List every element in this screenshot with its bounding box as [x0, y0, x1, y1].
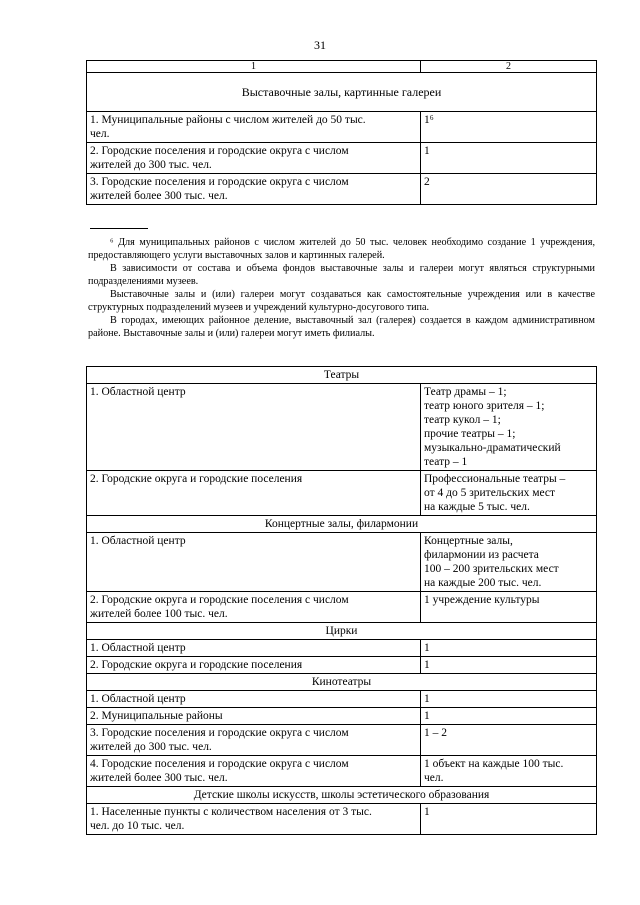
row-label: 3. Городские поселения и городские округа с числом жителей до 300 тыс. чел.: [87, 725, 421, 756]
table-header-row: [87, 61, 597, 73]
table-row: [87, 657, 597, 674]
page-number: 31: [314, 38, 326, 52]
section-title-row: [87, 516, 597, 533]
section-title-row: [87, 73, 597, 112]
table-row: [87, 592, 597, 623]
table-row: [87, 756, 597, 787]
table-row: [87, 533, 597, 592]
column-header: 1: [87, 61, 421, 73]
row-label: 1. Областной центр: [87, 640, 421, 657]
row-value: 1 объект на каждые 100 тыс. чел.: [421, 756, 597, 787]
row-value: Профессиональные театры – от 4 до 5 зрительских мест на каждые 5 тыс. чел.: [421, 471, 597, 516]
table-row: [87, 471, 597, 516]
row-label: 1. Областной центр: [87, 384, 421, 471]
row-label: 2. Муниципальные районы: [87, 708, 421, 725]
row-label: 2. Городские округа и городские поселения с числом жителей более 100 тыс. чел.: [87, 592, 421, 623]
section-title: Цирки: [87, 623, 597, 640]
row-label: 2. Городские поселения и городские округа с числом жителей до 300 тыс. чел.: [87, 143, 421, 174]
footnote-paragraph: В городах, имеющих районное деление, выставочный зал (галерея) создается в каждом административном районе. Выставочные залы и (или) галереи могут иметь филиалы.: [88, 315, 595, 339]
footnote-paragraph: В зависимости от состава и объема фондов выставочные залы и галереи могут являться структурными подразделениями музеев.: [88, 263, 595, 287]
table-row: [87, 708, 597, 725]
row-label: 1. Областной центр: [87, 691, 421, 708]
row-value: 1⁶: [421, 112, 597, 143]
row-label: 3. Городские поселения и городские округа с числом жителей более 300 тыс. чел.: [87, 174, 421, 205]
row-value: 2: [421, 174, 597, 205]
row-value: 1: [421, 708, 597, 725]
row-label: 2. Городские округа и городские поселения: [87, 471, 421, 516]
table-row: [87, 725, 597, 756]
footnote-paragraph: ⁶ Для муниципальных районов с числом жителей до 50 тыс. человек необходимо создание 1 учреждения, предоставляющего услуги выставочных залов и картинных галерей.: [88, 237, 595, 261]
row-value: 1: [421, 143, 597, 174]
table-row: [87, 691, 597, 708]
section-title: Детские школы искусств, школы эстетического образования: [87, 787, 597, 804]
footnote-separator: [90, 228, 148, 229]
row-value: 1: [421, 691, 597, 708]
row-value: Театр драмы – 1; театр юного зрителя – 1; театр кукол – 1; прочие театры – 1; музыкально-драматический театр – 1: [421, 384, 597, 471]
row-value: 1: [421, 657, 597, 674]
row-value: 1 учреждение культуры: [421, 592, 597, 623]
section-title: Театры: [87, 367, 597, 384]
row-label: 2. Городские округа и городские поселения: [87, 657, 421, 674]
row-value: 1: [421, 640, 597, 657]
exhibition-table: [86, 60, 597, 205]
row-value: 1: [421, 804, 597, 835]
section-title: Концертные залы, филармонии: [87, 516, 597, 533]
row-label: 1. Муниципальные районы с числом жителей до 50 тыс. чел.: [87, 112, 421, 143]
row-label: 1. Областной центр: [87, 533, 421, 592]
section-title: Выставочные залы, картинные галереи: [87, 73, 597, 112]
table-row: [87, 384, 597, 471]
row-value: Концертные залы, филармонии из расчета 100 – 200 зрительских мест на каждые 200 тыс. чел.: [421, 533, 597, 592]
table-row: [87, 143, 597, 174]
section-title-row: [87, 674, 597, 691]
section-title: Кинотеатры: [87, 674, 597, 691]
section-title-row: [87, 787, 597, 804]
section-title-row: [87, 623, 597, 640]
culture-facilities-table: [86, 366, 597, 835]
table-row: [87, 112, 597, 143]
table-row: [87, 640, 597, 657]
table-row: [87, 804, 597, 835]
table-row: [87, 174, 597, 205]
row-label: 1. Населенные пункты с количеством населения от 3 тыс. чел. до 10 тыс. чел.: [87, 804, 421, 835]
footnote-paragraph: Выставочные залы и (или) галереи могут создаваться как самостоятельные учреждения или в качестве структурных подразделений музеев и учреждений культурно-досугового типа.: [88, 289, 595, 313]
column-header: 2: [421, 61, 597, 73]
section-title-row: [87, 367, 597, 384]
row-label: 4. Городские поселения и городские округа с числом жителей более 300 тыс. чел.: [87, 756, 421, 787]
row-value: 1 – 2: [421, 725, 597, 756]
footnote: [88, 236, 595, 340]
